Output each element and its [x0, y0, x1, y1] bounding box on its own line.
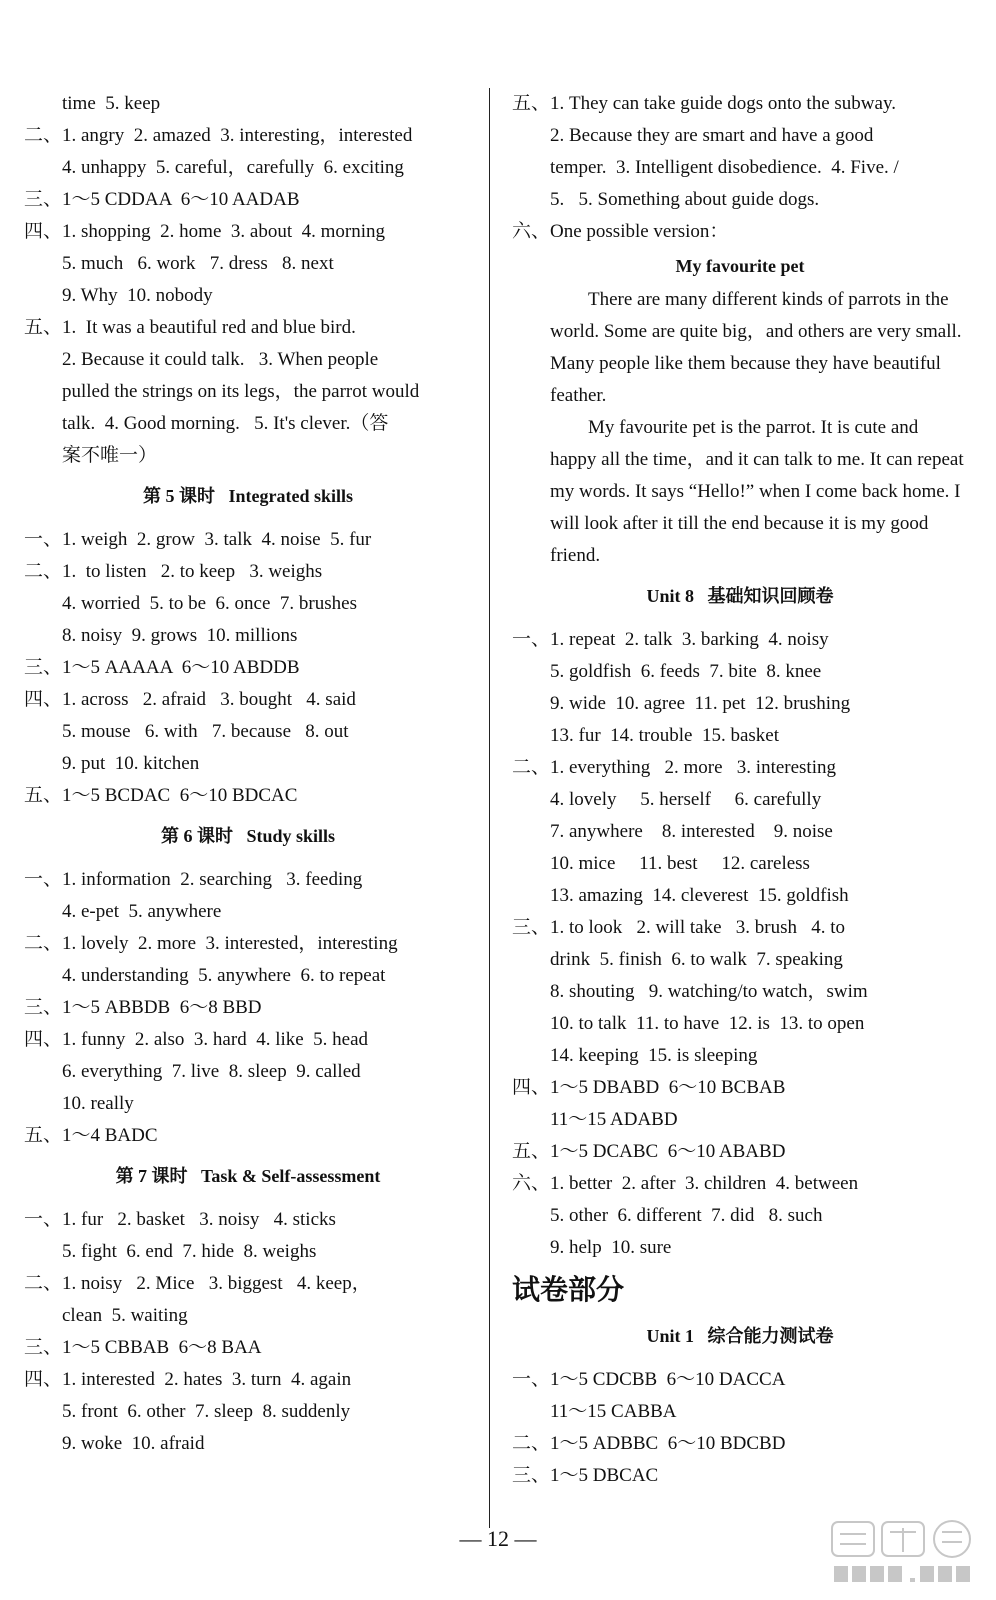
answer-line: 二、1. angry 2. amazed 3. interesting，interested — [24, 125, 413, 146]
lesson-heading: 第 7 课时 Task & Self-assessment — [115, 1166, 381, 1186]
answer-line: 五、1. They can take guide dogs onto the subway. — [512, 93, 896, 114]
answer-line: 9. woke 10. afraid — [62, 1433, 205, 1454]
essay-title: My favourite pet — [675, 256, 805, 276]
left-column — [24, 88, 472, 1460]
answer-line: 4. understanding 5. anywhere 6. to repeat — [62, 965, 386, 986]
answer-line: 六、One possible version： — [512, 221, 729, 242]
answer-line: 13. fur 14. trouble 15. basket — [550, 725, 780, 746]
answer-line: 5. goldfish 6. feeds 7. bite 8. knee — [550, 661, 822, 682]
answer-line: 5. other 6. different 7. did 8. such — [550, 1205, 823, 1226]
answer-line: 案不唯一） — [62, 445, 158, 466]
answer-line: 四、1. across 2. afraid 3. bought 4. said — [24, 689, 356, 710]
answer-line: 一、1. fur 2. basket 3. noisy 4. sticks — [24, 1209, 336, 1230]
answer-line: time 5. keep — [62, 93, 161, 114]
answer-line: 9. Why 10. nobody — [62, 285, 213, 306]
answer-line: 五、1～5 BCDAC 6～10 BDCAC — [24, 785, 298, 806]
answer-line: temper. 3. Intelligent disobedience. 4. Five. / — [550, 157, 899, 178]
answer-line: 4. lovely 5. herself 6. carefully — [550, 789, 822, 810]
page-number: — 12 — — [459, 1526, 537, 1551]
answer-line: 5. mouse 6. with 7. because 8. out — [62, 721, 349, 742]
answer-line: 一、1～5 CDCBB 6～10 DACCA — [512, 1369, 786, 1390]
answer-line: 4. unhappy 5. careful，carefully 6. exciting — [62, 157, 404, 178]
answer-line: 三、1～5 AAAAA 6～10 ABDDB — [24, 657, 300, 678]
answer-line: 三、1～5 CDDAA 6～10 AADAB — [24, 189, 300, 210]
answer-line: 二、1～5 ADBBC 6～10 BDCBD — [512, 1433, 786, 1454]
answer-line: 5. 5. Something about guide dogs. — [550, 189, 820, 210]
answer-line: 8. noisy 9. grows 10. millions — [62, 625, 298, 646]
essay-paragraph: There are many different kinds of parrots in the world. Some are quite big，and others are very small. Many people like them because they have beautiful feather. — [550, 289, 962, 406]
answer-line: 五、1～4 BADC — [24, 1125, 158, 1146]
answer-line: 二、1. lovely 2. more 3. interested，interesting — [24, 933, 398, 954]
answer-line: pulled the strings on its legs，the parrot would — [62, 381, 420, 402]
answer-line: drink 5. finish 6. to walk 7. speaking — [550, 949, 843, 970]
answer-line: 2. Because it could talk. 3. When people — [62, 349, 379, 370]
watermark-logo — [828, 1518, 978, 1588]
answer-line: 一、1. information 2. searching 3. feeding — [24, 869, 363, 890]
answer-line: 5. front 6. other 7. sleep 8. suddenly — [62, 1401, 351, 1422]
answer-line: 10. really — [62, 1093, 134, 1114]
answer-line: 5. much 6. work 7. dress 8. next — [62, 253, 334, 274]
answer-line: 四、1～5 DBABD 6～10 BCBAB — [512, 1077, 786, 1098]
answer-line: clean 5. waiting — [62, 1305, 188, 1326]
lesson-heading: 第 6 课时 Study skills — [160, 826, 336, 846]
essay-paragraph: My favourite pet is the parrot. It is cute and happy all the time，and it can talk to me. It can repeat my words. It says “Hello!” when I come back home. I will look after it till the end because it is my good friend. — [550, 417, 964, 566]
lesson-heading: Unit 8 基础知识回顾卷 — [646, 586, 834, 606]
answer-line: 三、1～5 ABBDB 6～8 BBD — [24, 997, 262, 1018]
answer-line: 二、1. to listen 2. to keep 3. weighs — [24, 561, 323, 582]
answer-line: 三、1. to look 2. will take 3. brush 4. to — [512, 917, 846, 938]
answer-line: 9. help 10. sure — [550, 1237, 672, 1258]
answer-line: 六、1. better 2. after 3. children 4. between — [512, 1173, 859, 1194]
answer-line: 11～15 ADABD — [550, 1109, 678, 1130]
answer-line: 三、1～5 CBBAB 6～8 BAA — [24, 1337, 262, 1358]
answer-line: 二、1. noisy 2. Mice 3. biggest 4. keep， — [24, 1273, 371, 1294]
answer-line: 9. wide 10. agree 11. pet 12. brushing — [550, 693, 851, 714]
answer-line: 五、1. It was a beautiful red and blue bird. — [24, 317, 356, 338]
answer-line: 6. everything 7. live 8. sleep 9. called — [62, 1061, 361, 1082]
answer-line: 10. to talk 11. to have 12. is 13. to open — [550, 1013, 865, 1034]
answer-line: 7. anywhere 8. interested 9. noise — [550, 821, 833, 842]
lesson-heading: Unit 1 综合能力测试卷 — [646, 1326, 834, 1346]
answer-line: 11～15 CABBA — [550, 1401, 677, 1422]
answer-line: 14. keeping 15. is sleeping — [550, 1045, 758, 1066]
answer-line: talk. 4. Good morning. 5. It's clever.（答 — [62, 413, 389, 434]
right-column — [512, 88, 968, 1492]
section-title: 试卷部分 — [512, 1273, 625, 1306]
answer-line: 13. amazing 14. cleverest 15. goldfish — [550, 885, 849, 906]
answer-line: 8. shouting 9. watching/to watch，swim — [550, 981, 868, 1002]
answer-line: 2. Because they are smart and have a good — [550, 125, 874, 146]
answer-line: 10. mice 11. best 12. careless — [550, 853, 810, 874]
column-divider — [489, 88, 490, 1528]
answer-line: 四、1. shopping 2. home 3. about 4. morning — [24, 221, 385, 242]
answer-line: 一、1. weigh 2. grow 3. talk 4. noise 5. fur — [24, 529, 372, 550]
answer-line: 5. fight 6. end 7. hide 8. weighs — [62, 1241, 317, 1262]
answer-line: 四、1. funny 2. also 3. hard 4. like 5. head — [24, 1029, 369, 1050]
lesson-heading: 第 5 课时 Integrated skills — [142, 486, 353, 506]
answer-line: 9. put 10. kitchen — [62, 753, 200, 774]
answer-line: 五、1～5 DCABC 6～10 ABABD — [512, 1141, 786, 1162]
answer-line: 4. worried 5. to be 6. once 7. brushes — [62, 593, 357, 614]
answer-line: 一、1. repeat 2. talk 3. barking 4. noisy — [512, 629, 829, 650]
answer-line: 四、1. interested 2. hates 3. turn 4. again — [24, 1369, 352, 1390]
answer-line: 三、1～5 DBCAC — [512, 1465, 659, 1486]
answer-line: 4. e-pet 5. anywhere — [62, 901, 222, 922]
answer-line: 二、1. everything 2. more 3. interesting — [512, 757, 836, 778]
